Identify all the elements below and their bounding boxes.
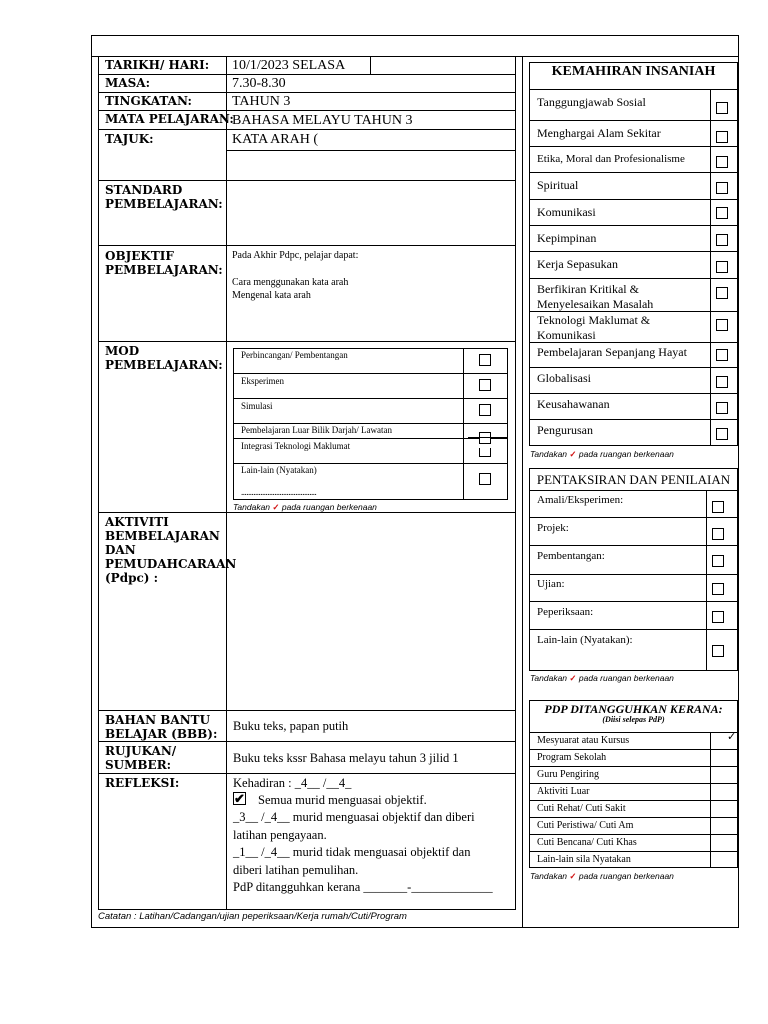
mod-row-line — [233, 423, 508, 424]
row-line — [98, 341, 516, 342]
red-tick-icon: ✓ — [569, 673, 577, 683]
pdp-subtitle: (Diisi selepas PdP) — [602, 715, 665, 724]
mod-note-rest: pada ruangan berkenaan — [281, 502, 377, 512]
pdp-note-text: Tandakan — [530, 871, 568, 881]
kemahiran-item-tanggungjawab: Tanggungjawab Sosial — [537, 95, 646, 109]
kemahiran-row-line — [529, 393, 738, 394]
objektif-label: OBJEKTIF PEMBELAJARAN: — [105, 249, 223, 277]
kemahiran-checkbox-globalisasi[interactable] — [716, 376, 728, 388]
pentaksiran-checkbox-ujian[interactable] — [712, 583, 724, 595]
pdp-mesyuarat-check[interactable] — [727, 731, 736, 743]
pentaksiran-checkbox-projek[interactable] — [712, 528, 724, 540]
pdp-item-cuti-bencana: Cuti Bencana/ Cuti Khas — [537, 837, 637, 848]
tingkatan-value[interactable]: TAHUN 3 — [232, 94, 291, 109]
kemahiran-checkbox-kepimpinan[interactable] — [716, 234, 728, 246]
mod-note-text: Tandakan — [233, 502, 271, 512]
mod-checkbox-simulasi[interactable] — [479, 404, 491, 416]
pentaksiran-checkbox-lain-lain[interactable] — [712, 645, 724, 657]
pentaksiran-title: PENTAKSIRAN DAN PENILAIAN — [536, 472, 731, 487]
red-tick-icon: ✓ — [272, 502, 280, 512]
refleksi-tidak-menguasai[interactable]: _1__ /_4__ murid tidak menguasai objektif dan — [233, 845, 471, 859]
refleksi-ditangguhkan[interactable]: PdP ditangguhkan kerana _______-_____________ — [233, 880, 493, 894]
tajuk-label: TAJUK: — [105, 132, 154, 146]
standard-label: STANDARD PEMBELAJARAN: — [105, 183, 223, 211]
pdp-row-line — [529, 851, 738, 852]
pdp-row-line — [529, 817, 738, 818]
kemahiran-checkbox-teknologi[interactable] — [716, 319, 728, 331]
refleksi-pengayaan: latihan pengayaan. — [233, 828, 327, 842]
pdp-item-mesyuarat: Mesyuarat atau Kursus — [537, 735, 630, 746]
rujukan-value[interactable]: Buku teks kssr Bahasa melayu tahun 3 jilid 1 — [233, 751, 459, 765]
kemahiran-item-etika: Etika, Moral dan Profesionalisme — [537, 153, 685, 165]
row-line — [98, 129, 516, 130]
pdp-row-line — [529, 749, 738, 750]
kemahiran-item-kerja-sepasukan: Kerja Sepasukan — [537, 257, 618, 271]
row-line — [226, 150, 516, 151]
tajuk-value[interactable]: KATA ARAH ( — [232, 132, 318, 147]
rujukan-label: RUJUKAN/ SUMBER: — [105, 744, 177, 772]
mod-row-line — [233, 463, 508, 464]
row-line — [98, 710, 516, 711]
pdp-tick-note — [530, 871, 674, 881]
kemahiran-row-line — [529, 251, 738, 252]
pdp-row-line — [529, 800, 738, 801]
pentaksiran-tick-note — [530, 673, 674, 683]
mod-table-divider — [463, 348, 464, 500]
refleksi-semua-murid: Semua murid menguasai objektif. — [258, 793, 427, 807]
mod-lain-lain-dots: ........................................... — [241, 487, 317, 497]
mod-checkbox-pembelajaran-luar[interactable] — [479, 432, 491, 444]
pentaksiran-item-peperiksaan: Peperiksaan: — [537, 606, 594, 618]
mod-item-lain-lain: Lain-lain (Nyatakan) — [241, 465, 317, 475]
pdp-item-lain-lain: Lain-lain sila Nyatakan — [537, 854, 631, 865]
tarikh-value[interactable]: 10/1/2023 SELASA — [232, 58, 346, 73]
tarikh-inner-divider — [370, 56, 371, 74]
bbb-value[interactable]: Buku teks, papan putih — [233, 719, 349, 733]
mapel-value[interactable]: BAHASA MELAYU TAHUN 3 — [232, 113, 413, 128]
mod-item-perbincangan: Perbincangan/ Pembentangan — [241, 350, 348, 360]
mod-checkbox-eksperimen[interactable] — [479, 379, 491, 391]
pdp-item-program-sekolah: Program Sekolah — [537, 752, 607, 763]
objektif-item-1: Cara menggunakan kata arah — [232, 277, 349, 288]
kemahiran-checkbox-komunikasi[interactable] — [716, 207, 728, 219]
check-mark-icon: ✓ — [727, 731, 737, 743]
kemahiran-item-kepimpinan: Kepimpinan — [537, 231, 597, 245]
pentaksiran-checkbox-peperiksaan[interactable] — [712, 611, 724, 623]
pentaksiran-item-projek: Projek: — [537, 522, 569, 534]
pdp-title-line — [529, 732, 738, 733]
refleksi-checked-box[interactable] — [233, 792, 246, 805]
pdp-item-guru-pengiring: Guru Pengiring — [537, 769, 599, 780]
pentaksiran-row-line — [529, 545, 738, 546]
kemahiran-title-line — [529, 89, 738, 90]
masa-value[interactable]: 7.30-8.30 — [232, 76, 286, 91]
mod-row-line — [233, 373, 508, 374]
refleksi-label: REFLEKSI: — [105, 776, 180, 790]
kemahiran-item-keusahawanan: Keusahawanan — [537, 397, 610, 411]
kemahiran-item-menghargai: Menghargai Alam Sekitar — [537, 126, 661, 140]
bbb-label: BAHAN BANTU BELAJAR (BBB): — [105, 713, 218, 741]
pentaksiran-row-line — [529, 517, 738, 518]
catatan-note: Catatan : Latihan/Cadangan/ujian peperiksaan/Kerja rumah/Cuti/Program — [98, 911, 407, 922]
row-line — [98, 74, 516, 75]
pentaksiran-row-line — [529, 574, 738, 575]
mod-checkbox-strike — [468, 437, 508, 438]
check-mark-icon: ✔ — [234, 791, 245, 806]
pentaksiran-checkbox-amali[interactable] — [712, 501, 724, 513]
kemahiran-checkbox-pembelajaran[interactable] — [716, 349, 728, 361]
pdp-item-cuti-rehat: Cuti Rehat/ Cuti Sakit — [537, 803, 626, 814]
refleksi-kehadiran[interactable]: Kehadiran : _4__ /__4_ — [233, 776, 352, 790]
pentaksiran-item-ujian: Ujian: — [537, 578, 565, 590]
mod-item-eksperimen: Eksperimen — [241, 376, 284, 386]
aktiviti-label: AKTIVITI BEMBELAJARAN DAN PEMUDAHCARAAN (Pdpc) : — [105, 515, 237, 585]
column-divider — [522, 56, 523, 928]
red-tick-icon: ✓ — [569, 871, 577, 881]
tingkatan-label: TINGKATAN: — [105, 94, 192, 108]
kemahiran-checkbox-menghargai[interactable] — [716, 131, 728, 143]
pentaksiran-item-pembentangan: Pembentangan: — [537, 550, 605, 562]
kemahiran-checkbox-tanggungjawab[interactable] — [716, 102, 728, 114]
row-line — [98, 180, 516, 181]
kemahiran-checkbox-pengurusan[interactable] — [716, 428, 728, 440]
mod-table — [233, 348, 508, 500]
kemahiran-item-berfikiran: Berfikiran Kritikal & Menyelesaikan Masalah — [537, 282, 654, 311]
masa-label: MASA: — [105, 76, 150, 90]
pentaksiran-item-lain-lain: Lain-lain (Nyatakan): — [537, 634, 633, 646]
kemahiran-note-rest: pada ruangan berkenaan — [578, 449, 674, 459]
pentaksiran-checkbox-pembentangan[interactable] — [712, 555, 724, 567]
pentaksiran-note-rest: pada ruangan berkenaan — [578, 673, 674, 683]
pentaksiran-row-line — [529, 629, 738, 630]
kemahiran-item-pembelajaran: Pembelajaran Sepanjang Hayat — [537, 345, 687, 359]
kemahiran-row-line — [529, 419, 738, 420]
kemahiran-row-line — [529, 367, 738, 368]
kemahiran-row-line — [529, 199, 738, 200]
row-line — [98, 512, 516, 513]
refleksi-pemulihan: diberi latihan pemulihan. — [233, 863, 359, 877]
pdp-title: PDP DITANGGUHKAN KERANA: — [544, 702, 723, 716]
mod-label: MOD PEMBELAJARAN: — [105, 344, 223, 372]
pdp-note-rest: pada ruangan berkenaan — [578, 871, 674, 881]
row-line — [98, 245, 516, 246]
row-line — [98, 92, 516, 93]
mod-item-pembelajaran-luar: Pembelajaran Luar Bilik Darjah/ Lawatan — [241, 425, 392, 435]
kemahiran-checkbox-etika[interactable] — [716, 156, 728, 168]
tarikh-label: TARIKH/ HARI: — [105, 58, 210, 72]
pdp-item-aktiviti-luar: Aktiviti Luar — [537, 786, 590, 797]
mod-item-simulasi: Simulasi — [241, 401, 273, 411]
kemahiran-item-komunikasi: Komunikasi — [537, 205, 596, 219]
row-line — [98, 110, 516, 111]
objektif-intro: Pada Akhir Pdpc, pelajar dapat: — [232, 250, 359, 261]
kemahiran-note-text: Tandakan — [530, 449, 568, 459]
kemahiran-tick-note — [530, 449, 674, 459]
kemahiran-item-globalisasi: Globalisasi — [537, 371, 591, 385]
mod-item-integrasi: Integrasi Teknologi Maklumat — [241, 441, 351, 451]
pdp-row-line — [529, 834, 738, 835]
pentaksiran-item-amali: Amali/Eksperimen: — [537, 494, 624, 506]
objektif-item-2: Mengenal kata arah — [232, 290, 311, 301]
row-line — [98, 773, 516, 774]
mod-row-line — [233, 438, 508, 439]
pentaksiran-note-text: Tandakan — [530, 673, 568, 683]
mod-checkbox-integrasi[interactable] — [479, 448, 491, 457]
mod-tick-note — [233, 502, 377, 512]
kemahiran-checkbox-spiritual[interactable] — [716, 182, 728, 194]
mapel-label: MATA PELAJARAN: — [105, 112, 234, 126]
kemahiran-checkbox-kerja-sepasukan[interactable] — [716, 261, 728, 273]
kemahiran-row-line — [529, 278, 738, 279]
kemahiran-row-line — [529, 172, 738, 173]
pdp-row-line — [529, 766, 738, 767]
kemahiran-checkbox-keusahawanan[interactable] — [716, 402, 728, 414]
mod-checkbox-perbincangan[interactable] — [479, 354, 491, 366]
pdp-row-line — [529, 783, 738, 784]
row-line — [98, 741, 516, 742]
mod-checkbox-lain-lain[interactable] — [479, 473, 491, 485]
kemahiran-row-line — [529, 120, 738, 121]
pentaksiran-row-line — [529, 601, 738, 602]
kemahiran-title: KEMAHIRAN INSANIAH — [551, 64, 716, 79]
red-tick-icon: ✓ — [569, 449, 577, 459]
kemahiran-item-pengurusan: Pengurusan — [537, 423, 593, 437]
pdp-item-cuti-peristiwa: Cuti Peristiwa/ Cuti Am — [537, 820, 634, 831]
kemahiran-row-line — [529, 225, 738, 226]
kemahiran-item-teknologi: Teknologi Maklumat & Komunikasi — [537, 313, 651, 342]
kemahiran-checkbox-berfikiran[interactable] — [716, 287, 728, 299]
mod-row-line — [233, 398, 508, 399]
refleksi-menguasai[interactable]: _3__ /_4__ murid menguasai objektif dan diberi — [233, 810, 475, 824]
kemahiran-item-spiritual: Spiritual — [537, 178, 579, 192]
kemahiran-row-line — [529, 146, 738, 147]
left-table-column-divider — [226, 56, 227, 910]
